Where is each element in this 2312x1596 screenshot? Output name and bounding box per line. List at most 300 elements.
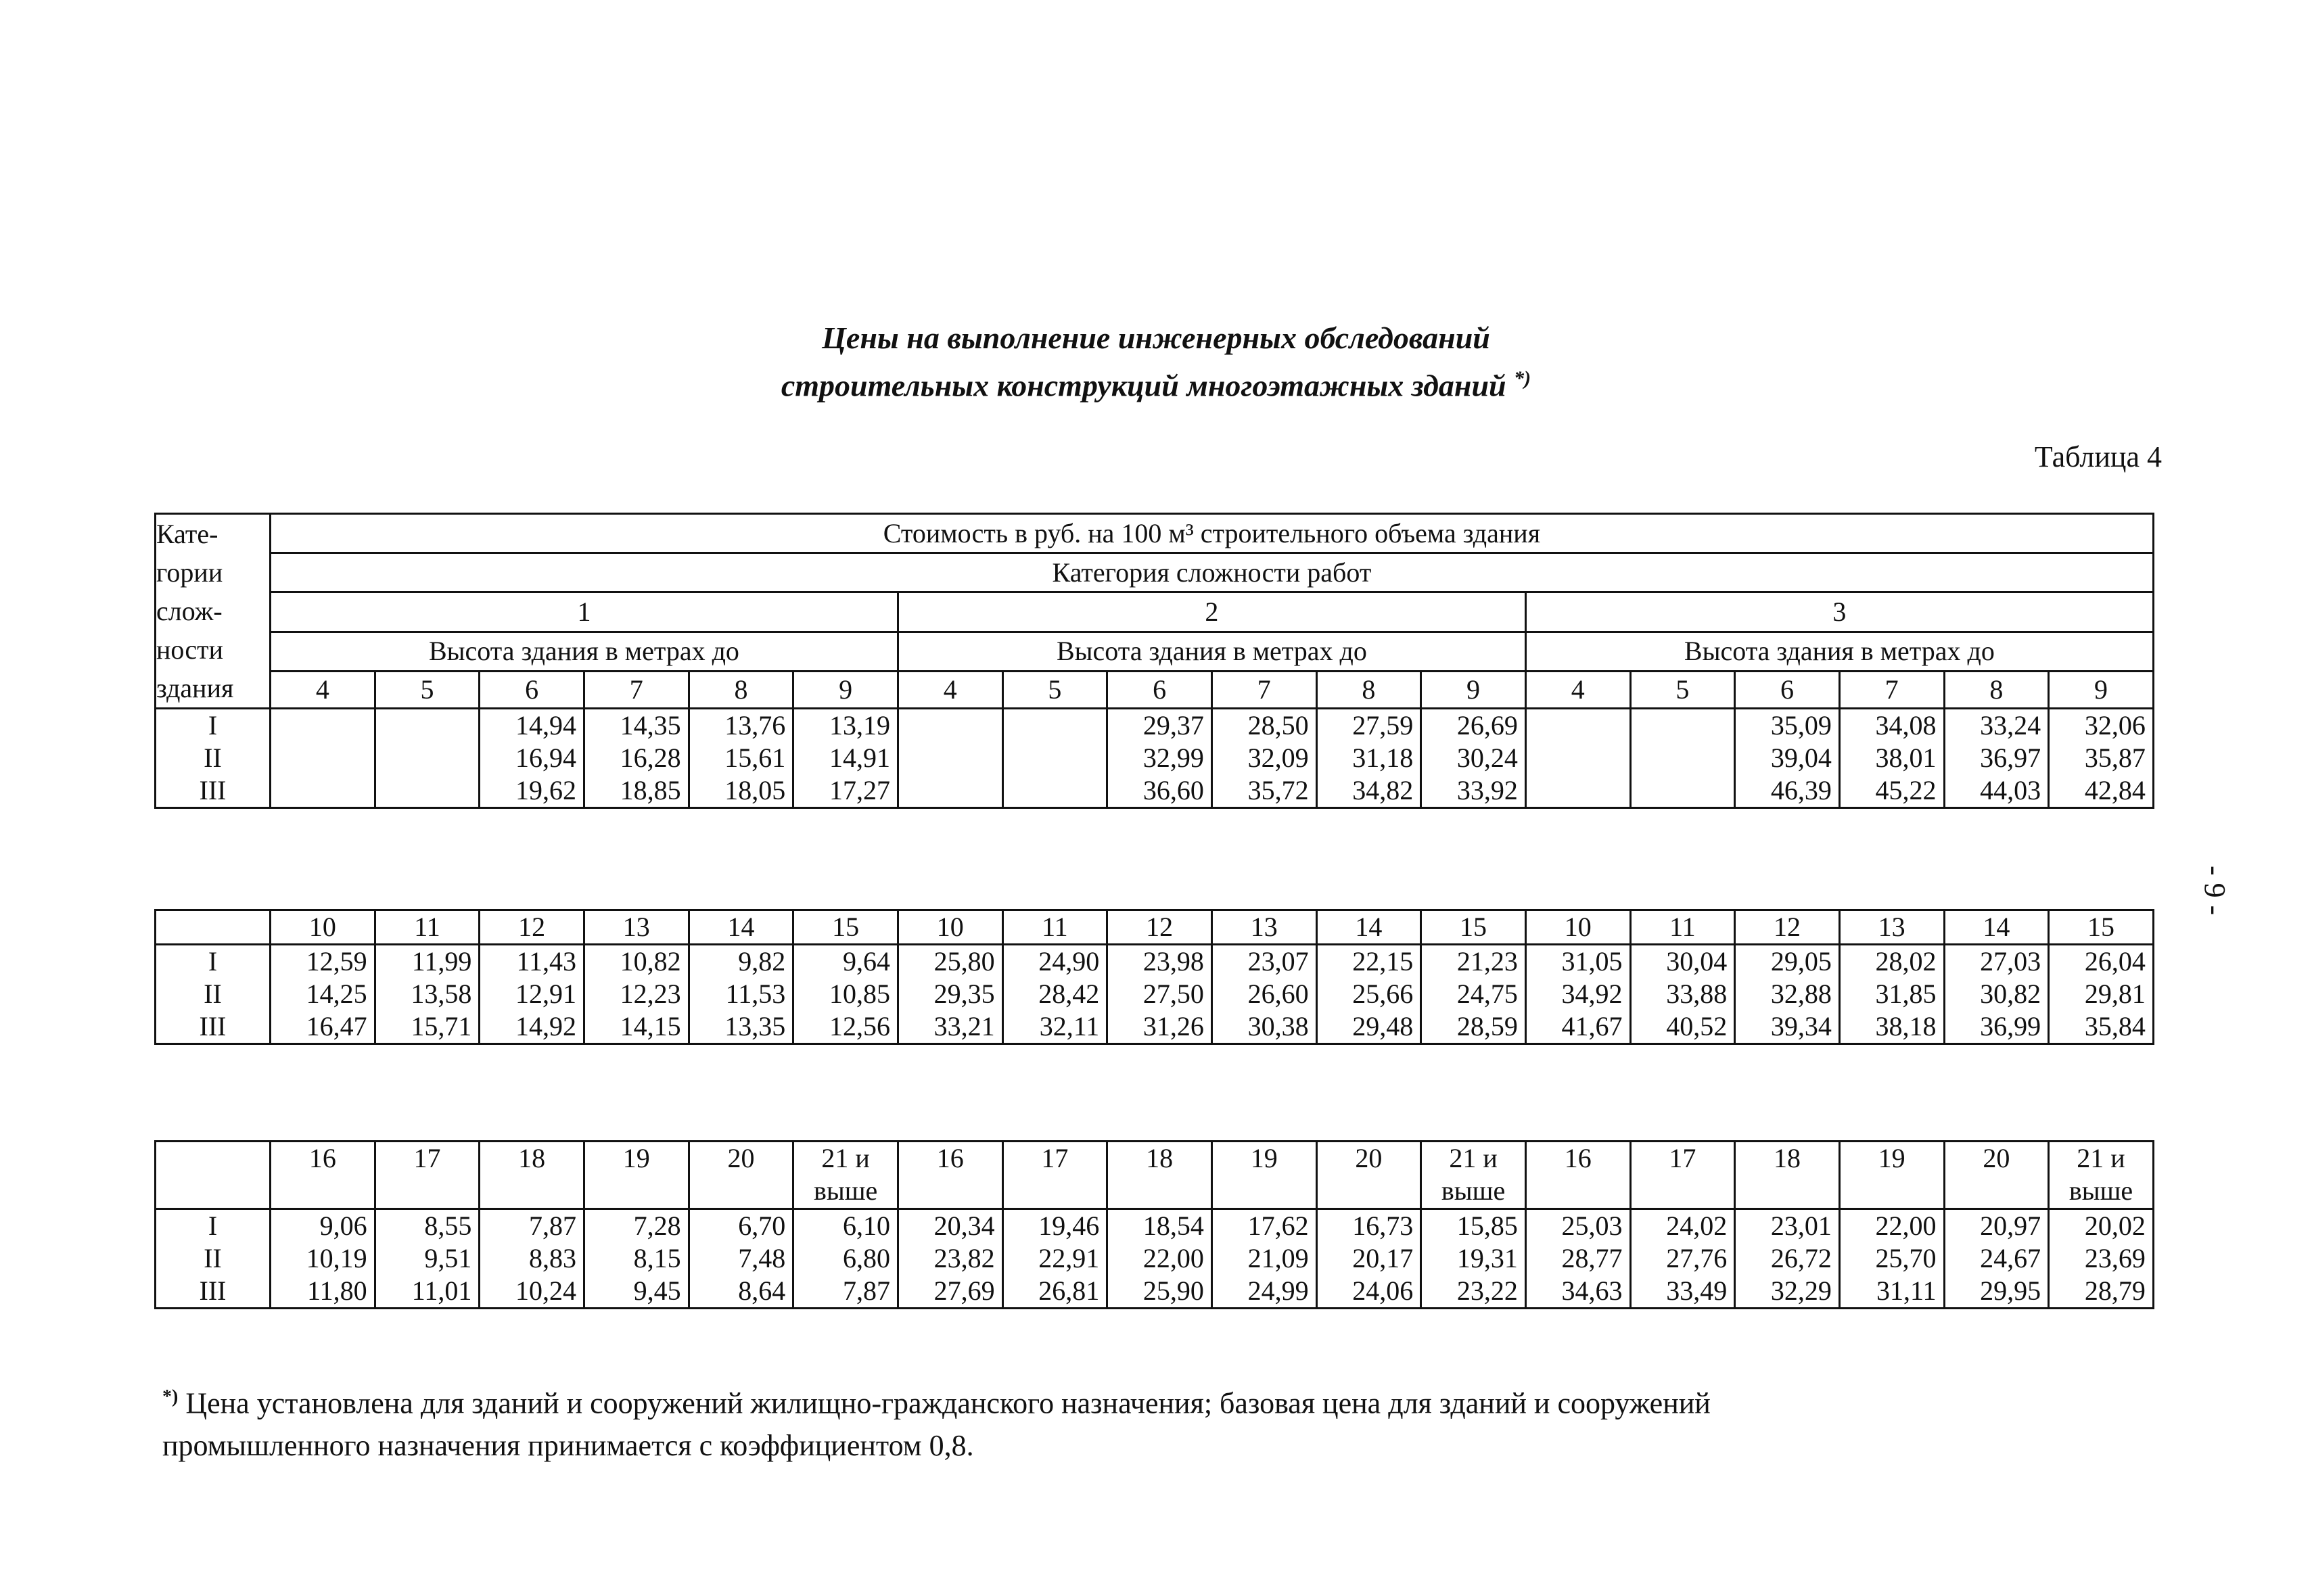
height-header-cell: 10 xyxy=(1525,910,1630,945)
values-row xyxy=(156,709,2154,808)
price-value: 25,03 xyxy=(1561,1211,1623,1241)
price-value: 25,80 xyxy=(933,946,995,977)
price-value: 11,99 xyxy=(411,946,472,977)
price-value: 38,01 xyxy=(1875,743,1937,773)
price-value: 35,72 xyxy=(1247,775,1309,805)
values-row xyxy=(156,1209,2154,1309)
height-header-cell: 5 xyxy=(1002,671,1107,708)
price-cell xyxy=(1944,1209,2049,1309)
price-value: 29,37 xyxy=(1142,710,1204,741)
price-value: 36,60 xyxy=(1142,775,1204,805)
height-header-cell: 21 и выше xyxy=(1421,1142,1526,1209)
price-value: 32,29 xyxy=(1770,1275,1832,1306)
price-value: 38,18 xyxy=(1875,1011,1937,1041)
price-value: 33,24 xyxy=(1980,710,2041,741)
price-value: 29,05 xyxy=(1770,946,1832,977)
price-value: 16,94 xyxy=(515,743,576,773)
price-value: 6,80 xyxy=(842,1243,890,1273)
table-number-label: Таблица 4 xyxy=(2034,440,2162,473)
price-value: 27,69 xyxy=(933,1275,995,1306)
price-value: 13,58 xyxy=(411,979,472,1009)
price-value: 30,24 xyxy=(1456,743,1518,773)
price-value: 15,61 xyxy=(724,743,786,773)
footnote-line-1 xyxy=(162,1376,2158,1425)
price-cell xyxy=(584,945,689,1044)
price-value: 19,46 xyxy=(1038,1211,1100,1241)
price-table-heights-4-9 xyxy=(154,513,2154,809)
price-cell xyxy=(2049,709,2154,808)
price-cell xyxy=(1525,1209,1630,1309)
price-value: 26,60 xyxy=(1247,979,1309,1009)
price-value: 12,23 xyxy=(620,979,681,1009)
height-header-cell: 21 и выше xyxy=(2049,1142,2154,1209)
height-header-cell: 17 xyxy=(375,1142,480,1209)
price-value: 28,02 xyxy=(1875,946,1937,977)
price-value: 35,84 xyxy=(2084,1011,2146,1041)
price-value: 15,85 xyxy=(1456,1211,1518,1241)
price-cell xyxy=(1944,709,2049,808)
price-value: 27,76 xyxy=(1666,1243,1728,1273)
price-value: 7,87 xyxy=(528,1211,576,1241)
document-title xyxy=(0,318,2312,406)
price-value: 25,70 xyxy=(1875,1243,1937,1273)
price-cell xyxy=(2049,1209,2154,1309)
price-cell xyxy=(1735,1209,1840,1309)
price-cell xyxy=(2049,945,2154,1044)
price-value: 24,75 xyxy=(1456,979,1518,1009)
price-cell xyxy=(1839,1209,1944,1309)
row-label-line: здания xyxy=(156,673,234,703)
height-header-cell: 17 xyxy=(1002,1142,1107,1209)
price-value: 36,99 xyxy=(1980,1011,2041,1041)
price-value: 31,18 xyxy=(1352,743,1414,773)
price-cell xyxy=(1525,945,1630,1044)
height-header-cell: 14 xyxy=(689,910,793,945)
price-value: 9,82 xyxy=(738,946,786,977)
price-cell xyxy=(480,709,584,808)
price-cell xyxy=(689,1209,793,1309)
price-value: 16,47 xyxy=(306,1011,367,1041)
height-header-cell: 16 xyxy=(1525,1142,1630,1209)
height-header-cell: 12 xyxy=(480,910,584,945)
empty-corner-cell xyxy=(156,910,271,945)
height-header-cell: 11 xyxy=(1002,910,1107,945)
price-value: 22,00 xyxy=(1142,1243,1204,1273)
height-header-cell: 6 xyxy=(480,671,584,708)
price-value: 26,81 xyxy=(1038,1275,1100,1306)
price-value: 26,04 xyxy=(2084,946,2146,977)
price-cell xyxy=(1002,709,1107,808)
price-value: 13,76 xyxy=(724,710,786,741)
price-cell xyxy=(1211,1209,1316,1309)
height-header-cell: 12 xyxy=(1735,910,1840,945)
price-value: 17,27 xyxy=(829,775,890,805)
price-value: 23,82 xyxy=(933,1243,995,1273)
price-value: 31,26 xyxy=(1142,1011,1204,1041)
height-header-cell: 15 xyxy=(793,910,898,945)
category-label: III xyxy=(199,1011,227,1041)
price-value xyxy=(271,774,367,807)
price-cell xyxy=(271,1209,375,1309)
price-cell xyxy=(1630,709,1735,808)
category-label: II xyxy=(204,979,222,1009)
price-value: 23,98 xyxy=(1142,946,1204,977)
height-header-cell: 20 xyxy=(1944,1142,2049,1209)
empty-corner-cell xyxy=(156,1142,271,1209)
price-value: 8,55 xyxy=(424,1211,472,1241)
height-header-cell: 12 xyxy=(1107,910,1212,945)
price-value: 14,94 xyxy=(515,710,576,741)
height-header-cell: 7 xyxy=(584,671,689,708)
cost-title-cell: Стоимость в руб. на 100 м³ строительного объема здания xyxy=(271,514,2154,553)
price-value: 6,70 xyxy=(738,1211,786,1241)
title-line-1: Цены на выполнение инженерных обследований xyxy=(822,321,1490,355)
complexity-header: Категория сложности работ xyxy=(271,553,2154,592)
footnote xyxy=(162,1376,2158,1467)
price-value: 18,05 xyxy=(724,775,786,805)
height-header-cell: 9 xyxy=(2049,671,2154,708)
price-value: 30,38 xyxy=(1247,1011,1309,1041)
price-cell xyxy=(793,1209,898,1309)
price-cell xyxy=(898,709,1002,808)
price-value: 9,45 xyxy=(633,1275,681,1306)
height-header-cell: 20 xyxy=(1316,1142,1421,1209)
price-value: 31,11 xyxy=(1876,1275,1937,1306)
height-label-2: Высота здания в метрах до xyxy=(898,632,1525,671)
price-value: 14,15 xyxy=(620,1011,681,1041)
price-value: 11,80 xyxy=(307,1275,367,1306)
price-value: 15,71 xyxy=(411,1011,472,1041)
price-cell xyxy=(1316,945,1421,1044)
price-value: 20,97 xyxy=(1980,1211,2041,1241)
price-value: 18,54 xyxy=(1142,1211,1204,1241)
price-value: 13,35 xyxy=(724,1011,786,1041)
complexity-group-1: 1 xyxy=(271,592,898,632)
price-value xyxy=(899,709,995,742)
height-header-cell: 15 xyxy=(2049,910,2154,945)
price-value: 34,92 xyxy=(1561,979,1623,1009)
price-value xyxy=(1004,742,1100,774)
price-table-heights-16-21 xyxy=(154,1140,2154,1309)
price-cell xyxy=(1735,945,1840,1044)
row-label-line: Кате- xyxy=(156,519,218,549)
price-value: 14,91 xyxy=(829,743,890,773)
price-value xyxy=(1527,742,1623,774)
price-value xyxy=(376,742,472,774)
height-header-cell: 19 xyxy=(1839,1142,1944,1209)
category-label: I xyxy=(208,1211,218,1241)
price-cell xyxy=(1211,709,1316,808)
height-header-cell: 19 xyxy=(1211,1142,1316,1209)
price-cell xyxy=(1107,709,1212,808)
price-value: 9,64 xyxy=(842,946,890,977)
price-value: 12,59 xyxy=(306,946,367,977)
price-value xyxy=(1632,774,1728,807)
price-cell xyxy=(793,709,898,808)
height-label-1: Высота здания в метрах до xyxy=(271,632,898,671)
price-value: 32,06 xyxy=(2084,710,2146,741)
price-cell xyxy=(584,1209,689,1309)
price-value: 14,92 xyxy=(515,1011,576,1041)
price-value: 27,03 xyxy=(1980,946,2041,977)
price-value: 24,67 xyxy=(1980,1243,2041,1273)
price-value: 7,48 xyxy=(738,1243,786,1273)
price-value: 22,00 xyxy=(1875,1211,1937,1241)
title-footnote-mark: *) xyxy=(1514,367,1531,390)
price-value: 21,23 xyxy=(1456,946,1518,977)
height-header-cell: 10 xyxy=(271,910,375,945)
price-cell xyxy=(793,945,898,1044)
height-row xyxy=(156,910,2154,945)
price-value: 23,07 xyxy=(1247,946,1309,977)
price-value xyxy=(1632,742,1728,774)
price-value: 32,11 xyxy=(1039,1011,1100,1041)
price-value xyxy=(899,774,995,807)
price-value: 8,83 xyxy=(528,1243,576,1273)
price-value: 27,59 xyxy=(1352,710,1414,741)
price-cell xyxy=(1839,945,1944,1044)
price-cell xyxy=(1421,945,1526,1044)
price-cell xyxy=(898,1209,1002,1309)
price-value: 28,77 xyxy=(1561,1243,1623,1273)
price-cell xyxy=(898,945,1002,1044)
price-value: 26,72 xyxy=(1770,1243,1832,1273)
height-header-cell: 17 xyxy=(1630,1142,1735,1209)
price-value: 45,22 xyxy=(1875,775,1937,805)
category-cell xyxy=(156,1209,271,1309)
price-cell xyxy=(1316,1209,1421,1309)
height-header-cell: 13 xyxy=(584,910,689,945)
category-label: III xyxy=(199,775,227,805)
height-header-cell: 8 xyxy=(689,671,793,708)
price-value: 11,43 xyxy=(516,946,576,977)
price-value: 22,91 xyxy=(1038,1243,1100,1273)
price-value: 23,69 xyxy=(2084,1243,2146,1273)
category-label: II xyxy=(204,1243,222,1273)
price-cell xyxy=(1002,1209,1107,1309)
height-row xyxy=(156,671,2154,708)
price-value: 28,50 xyxy=(1247,710,1309,741)
height-header-cell: 11 xyxy=(1630,910,1735,945)
price-cell xyxy=(1211,945,1316,1044)
height-header-cell: 19 xyxy=(584,1142,689,1209)
price-cell xyxy=(375,945,480,1044)
row-label-line: гории xyxy=(156,557,223,588)
height-header-cell: 8 xyxy=(1944,671,2049,708)
category-cell xyxy=(156,945,271,1044)
price-value: 33,88 xyxy=(1666,979,1728,1009)
price-value: 34,08 xyxy=(1875,710,1937,741)
height-header-cell: 6 xyxy=(1107,671,1212,708)
height-header-cell: 21 и выше xyxy=(793,1142,898,1209)
price-value: 35,87 xyxy=(2084,743,2146,773)
price-value xyxy=(1527,774,1623,807)
price-cell xyxy=(480,1209,584,1309)
category-label: I xyxy=(208,710,218,741)
price-value: 33,21 xyxy=(933,1011,995,1041)
price-cell xyxy=(1421,1209,1526,1309)
price-value: 33,92 xyxy=(1456,775,1518,805)
price-value: 6,10 xyxy=(842,1211,890,1241)
price-value: 10,85 xyxy=(829,979,890,1009)
category-cell xyxy=(156,709,271,808)
price-value xyxy=(899,742,995,774)
height-header-cell: 9 xyxy=(793,671,898,708)
row-label-header xyxy=(156,514,271,709)
price-cell xyxy=(1630,1209,1735,1309)
complexity-group-3: 3 xyxy=(1525,592,2153,632)
price-value xyxy=(376,709,472,742)
price-cell xyxy=(271,709,375,808)
price-value: 12,91 xyxy=(515,979,576,1009)
price-value xyxy=(1004,774,1100,807)
price-value: 20,02 xyxy=(2084,1211,2146,1241)
price-value: 31,85 xyxy=(1875,979,1937,1009)
height-header-cell: 13 xyxy=(1211,910,1316,945)
price-value: 19,62 xyxy=(515,775,576,805)
price-cell xyxy=(1944,945,2049,1044)
height-header-cell: 4 xyxy=(898,671,1002,708)
height-header-cell: 5 xyxy=(375,671,480,708)
height-header-cell: 14 xyxy=(1944,910,2049,945)
price-value: 11,01 xyxy=(411,1275,472,1306)
height-header-cell: 18 xyxy=(1735,1142,1840,1209)
height-header-cell: 11 xyxy=(375,910,480,945)
title-line-2 xyxy=(0,358,2312,406)
price-value: 10,24 xyxy=(515,1275,576,1306)
height-header-cell: 7 xyxy=(1839,671,1944,708)
price-value: 24,06 xyxy=(1352,1275,1414,1306)
price-value: 18,85 xyxy=(620,775,681,805)
footnote-mark: *) xyxy=(162,1386,179,1407)
price-cell xyxy=(1107,1209,1212,1309)
price-value: 16,73 xyxy=(1352,1211,1414,1241)
height-header-cell: 8 xyxy=(1316,671,1421,708)
price-value: 10,82 xyxy=(620,946,681,977)
price-cell xyxy=(1421,709,1526,808)
row-label-line: слож- xyxy=(156,596,223,626)
price-value: 35,09 xyxy=(1770,710,1832,741)
price-value: 9,06 xyxy=(319,1211,367,1241)
category-label: III xyxy=(199,1275,227,1306)
price-value: 14,35 xyxy=(620,710,681,741)
height-header-cell: 4 xyxy=(271,671,375,708)
price-value: 23,01 xyxy=(1770,1211,1832,1241)
price-value: 30,82 xyxy=(1980,979,2041,1009)
price-value: 7,87 xyxy=(842,1275,890,1306)
price-value: 32,09 xyxy=(1247,743,1309,773)
price-value: 16,28 xyxy=(620,743,681,773)
height-header-cell: 18 xyxy=(1107,1142,1212,1209)
price-value: 19,31 xyxy=(1456,1243,1518,1273)
price-value: 12,56 xyxy=(829,1011,890,1041)
height-header-cell: 16 xyxy=(898,1142,1002,1209)
price-value xyxy=(1004,709,1100,742)
price-value: 29,95 xyxy=(1980,1275,2041,1306)
height-header-cell: 16 xyxy=(271,1142,375,1209)
price-value: 42,84 xyxy=(2084,775,2146,805)
price-value: 24,90 xyxy=(1038,946,1100,977)
price-value: 11,53 xyxy=(725,979,786,1009)
height-header-cell: 7 xyxy=(1211,671,1316,708)
price-value: 33,49 xyxy=(1666,1275,1728,1306)
height-header-cell: 9 xyxy=(1421,671,1526,708)
price-value: 14,25 xyxy=(306,979,367,1009)
height-header-cell: 15 xyxy=(1421,910,1526,945)
price-value: 8,64 xyxy=(738,1275,786,1306)
values-row xyxy=(156,945,2154,1044)
price-cell xyxy=(1630,945,1735,1044)
footnote-text-1: Цена установлена для зданий и сооружений жилищно-гражданского назначения; базовая цена для зданий и сооружений xyxy=(185,1386,1711,1420)
price-value: 10,19 xyxy=(306,1243,367,1273)
price-cell xyxy=(584,709,689,808)
price-cell xyxy=(1316,709,1421,808)
price-cell xyxy=(1107,945,1212,1044)
category-label: I xyxy=(208,946,218,977)
price-cell xyxy=(1839,709,1944,808)
price-value xyxy=(1632,709,1728,742)
price-value: 21,09 xyxy=(1247,1243,1309,1273)
price-value: 7,28 xyxy=(633,1211,681,1241)
price-value: 29,81 xyxy=(2084,979,2146,1009)
price-cell xyxy=(689,945,793,1044)
height-header-cell: 4 xyxy=(1525,671,1630,708)
footnote-line-2: промышленного назначения принимается с коэффициентом 0,8. xyxy=(162,1428,974,1462)
price-cell xyxy=(1525,709,1630,808)
price-value: 25,90 xyxy=(1142,1275,1204,1306)
height-header-cell: 10 xyxy=(898,910,1002,945)
height-header-cell: 5 xyxy=(1630,671,1735,708)
price-value: 23,22 xyxy=(1456,1275,1518,1306)
price-value: 44,03 xyxy=(1980,775,2041,805)
price-value: 9,51 xyxy=(424,1243,472,1273)
price-cell xyxy=(689,709,793,808)
price-value xyxy=(271,742,367,774)
price-value: 34,82 xyxy=(1352,775,1414,805)
price-value: 26,69 xyxy=(1456,710,1518,741)
price-cell xyxy=(375,1209,480,1309)
price-cell xyxy=(271,945,375,1044)
price-value: 17,62 xyxy=(1247,1211,1309,1241)
price-value xyxy=(376,774,472,807)
price-value: 24,02 xyxy=(1666,1211,1728,1241)
height-header-cell: 13 xyxy=(1839,910,1944,945)
price-cell xyxy=(1002,945,1107,1044)
price-value: 25,66 xyxy=(1352,979,1414,1009)
price-value: 28,42 xyxy=(1038,979,1100,1009)
price-value: 32,88 xyxy=(1770,979,1832,1009)
price-table-heights-10-15 xyxy=(154,909,2154,1045)
price-value xyxy=(1527,709,1623,742)
title-line-2-text: строительных конструкций многоэтажных зданий xyxy=(781,368,1506,403)
height-header-cell: 20 xyxy=(689,1142,793,1209)
price-value: 40,52 xyxy=(1666,1011,1728,1041)
price-value: 20,34 xyxy=(933,1211,995,1241)
height-header-cell: 6 xyxy=(1735,671,1840,708)
height-header-cell: 14 xyxy=(1316,910,1421,945)
price-value: 28,59 xyxy=(1456,1011,1518,1041)
complexity-group-2: 2 xyxy=(898,592,1525,632)
price-value: 39,34 xyxy=(1770,1011,1832,1041)
price-value xyxy=(271,709,367,742)
height-label-3: Высота здания в метрах до xyxy=(1525,632,2153,671)
price-value: 36,97 xyxy=(1980,743,2041,773)
price-value: 32,99 xyxy=(1142,743,1204,773)
price-value: 39,04 xyxy=(1770,743,1832,773)
price-value: 13,19 xyxy=(829,710,890,741)
price-value: 20,17 xyxy=(1352,1243,1414,1273)
price-cell xyxy=(1735,709,1840,808)
